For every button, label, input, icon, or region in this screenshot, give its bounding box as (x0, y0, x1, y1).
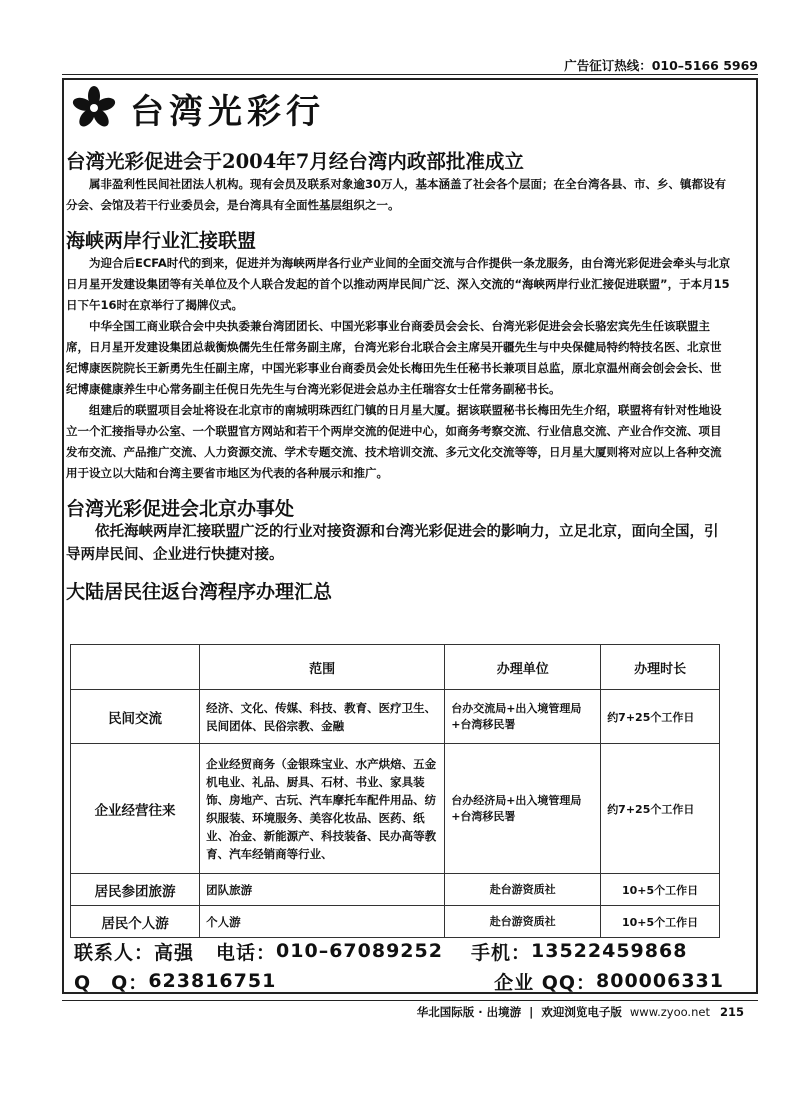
footer-slogan: 欢迎浏览电子版 (541, 1005, 622, 1019)
row-unit: 赴台游资质社 (445, 906, 601, 938)
section-title-establishment: 台湾光彩促进会于2004年7月经台湾内政部批准成立 (66, 150, 524, 173)
row-duration: 约7+25个工作日 (601, 690, 720, 744)
table-header-cell: 办理单位 (445, 645, 601, 690)
row-duration: 10+5个工作日 (601, 906, 720, 938)
footer-url[interactable]: www.zyoo.net (629, 1005, 710, 1019)
flower-logo-icon (64, 84, 124, 132)
row-category: 居民个人游 (71, 906, 200, 938)
row-unit: 台办交流局+出入境管理局+台湾移民署 (445, 690, 601, 744)
mobile-number: 13522459868 (531, 940, 688, 962)
row-category: 民间交流 (71, 690, 200, 744)
row-category: 企业经营往来 (71, 744, 200, 874)
procedures-table (70, 644, 720, 938)
company-qq-label: 企业 QQ： (494, 971, 597, 994)
mobile-label: 手机： (470, 941, 531, 964)
qq-label: Q Q： (74, 971, 149, 994)
row-unit: 台办经济局+出入境管理局+台湾移民署 (445, 744, 601, 874)
row-scope: 企业经贸商务（金银珠宝业、水产烘焙、五金机电业、礼品、厨具、石材、书业、家具装饰、房地产、古玩、汽车摩托车配件用品、纺织服装、环境服务、美容化妆品、医药、纸业、冶金、新能源产、科技装备、民办高等教育、汽车经销商等行业、 (200, 744, 445, 874)
section-paragraph: 属非盈利性民间社团法人机构。现有会员及联系对象逾30万人，基本涵盖了社会各个层面；在全台湾各县、市、乡、镇都设有分会、会馆及若干行业委员会，是台湾具有全面性基层组织之一。 (66, 177, 726, 212)
table-row (71, 690, 720, 744)
table-header-cell: 办理时长 (601, 645, 720, 690)
section-paragraph: 依托海峡两岸汇接联盟广泛的行业对接资源和台湾光彩促进会的影响力，立足北京，面向全国，引导两岸民间、企业进行快捷对接。 (66, 524, 719, 563)
table-row (71, 874, 720, 906)
section-paragraph: 中华全国工商业联合会中央执委兼台湾团团长、中国光彩事业台商委员会会长、台湾光彩促进会会长骆宏宾先生任该联盟主席，日月星开发建设集团总裁衡焕儒先生任常务副主席，台湾光彩台北联合会主席吴开疆先生与中央保健局特约特技名医、北京世纪博康医院院长王新勇先生任副主席，中国光彩事业台商委员会处长梅田先生任秘书长兼项目总监，原北京温州商会创会会长、世纪博康健康养生中心常务副主任倪日先先生与台湾光彩促进会总办主任瑞容女士任常务副秘书长。 (66, 319, 722, 396)
row-duration: 约7+25个工作日 (601, 744, 720, 874)
footer-edition: 华北国际版 · 出境游 (416, 1005, 522, 1019)
section-paragraph: 组建后的联盟项目会址将设在北京市的南城明珠西红门镇的日月星大厦。据该联盟秘书长梅田先生介绍，联盟将有针对性地设立一个汇接指导办公室、一个联盟官方网站和若干个两岸交流的促进中心，如商务考察交流、行业信息交流、产业合作交流、项目发布交流、产品推广交流、人力资源交流、学术专题交流、技术培训交流、多元文化交流等等，日月星大厦则将对应以上各种交流用于设立以大陆和台湾主要省市地区为代表的各种展示和推广。 (66, 403, 722, 480)
table-row (71, 744, 720, 874)
phone-label: 电话： (216, 941, 277, 964)
table-header-cell (71, 645, 200, 690)
page-number: 215 (719, 1005, 744, 1019)
table-header-cell: 范围 (200, 645, 445, 690)
contact-person-label: 联系人： (74, 941, 155, 964)
phone-number: 010–67089252 (276, 940, 443, 962)
section-title-beijing-office: 台湾光彩促进会北京办事处 (66, 498, 295, 520)
row-unit: 赴台游资质社 (445, 874, 601, 906)
row-scope: 经济、文化、传媒、科技、教育、医疗卫生、民间团体、民俗宗教、金融 (200, 690, 445, 744)
section-title-procedures: 大陆居民往返台湾程序办理汇总 (66, 581, 333, 603)
qq-number: 623816751 (148, 970, 277, 992)
footer-rule (62, 1000, 758, 1001)
article-body (66, 140, 732, 604)
row-scope: 个人游 (200, 906, 445, 938)
section-paragraph: 为迎合后ECFA时代的到来，促进并为海峡两岸各行业产业间的全面交流与合作提供一条龙服务，由台湾光彩促进会牵头与北京日月星开发建设集团等有关单位及个人联合发起的首个以推动两岸民间广泛、深入交流的“海峡两岸行业汇接促进联盟”，于本月15日下午16时在京举行了揭牌仪式。 (66, 256, 731, 312)
contact-block (74, 936, 724, 996)
section-title-alliance: 海峡两岸行业汇接联盟 (66, 230, 257, 252)
brand-name: 台湾光彩行 (130, 91, 325, 132)
contact-row-2 (74, 966, 724, 996)
procedures-table-wrap (70, 644, 720, 938)
contact-person: 高强 (154, 941, 195, 964)
top-rule (62, 74, 758, 75)
company-qq-number: 800006331 (596, 970, 724, 992)
table-header-row (71, 645, 720, 690)
row-category: 居民参团旅游 (71, 874, 200, 906)
row-duration: 10+5个工作日 (601, 874, 720, 906)
footer-separator: | (529, 1005, 534, 1019)
table-row (71, 906, 720, 938)
row-scope: 团队旅游 (200, 874, 445, 906)
page-footer (417, 1004, 744, 1020)
brand-header (64, 84, 325, 132)
contact-row-1 (74, 936, 724, 966)
ad-hotline: 广告征订热线：010–5166 5969 (564, 58, 758, 73)
